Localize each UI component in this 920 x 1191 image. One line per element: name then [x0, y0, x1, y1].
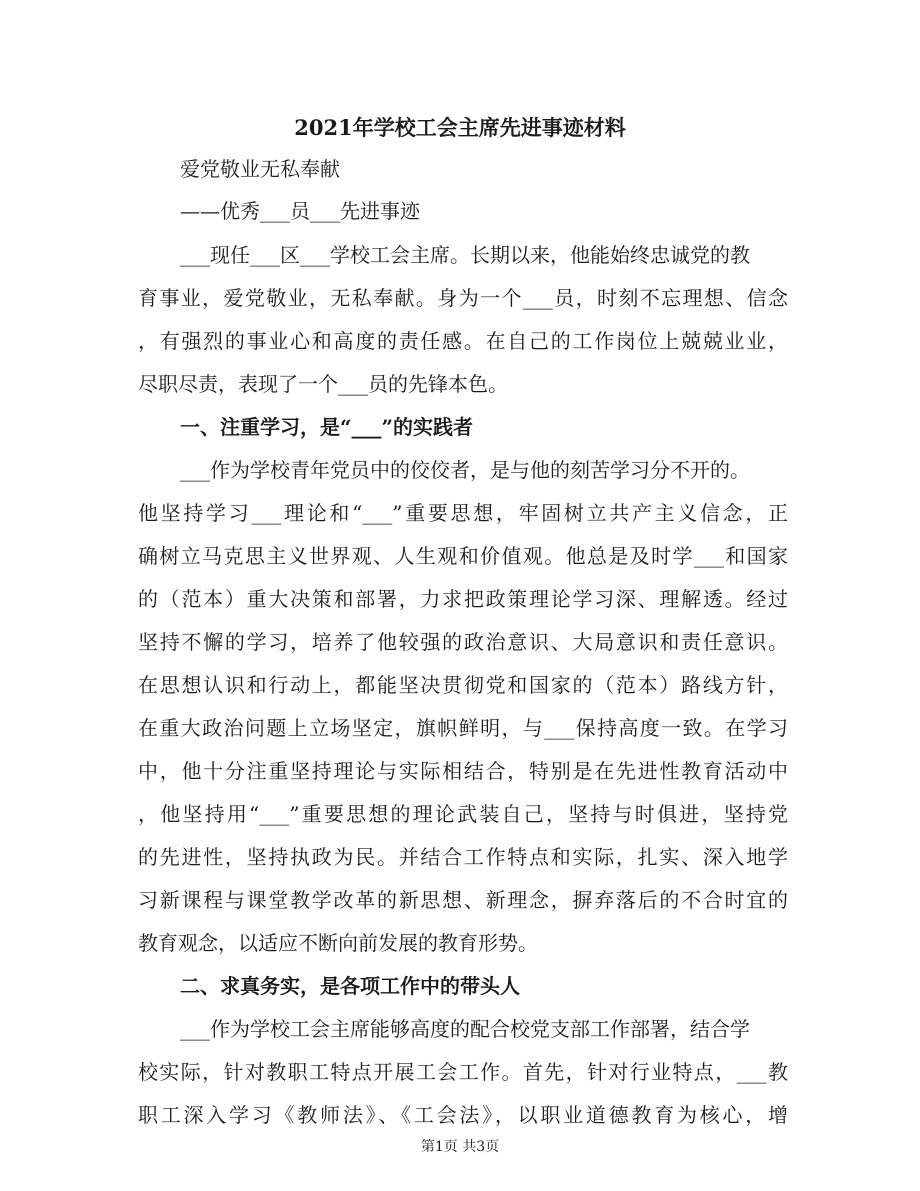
- document-subtitle: 爱党敬业无私奉献: [180, 157, 340, 181]
- paragraph-line: ___作为学校工会主席能够高度的配合校党支部工作部署，结合学: [180, 1017, 750, 1041]
- section-heading: 一、注重学习，是“___”的实践者: [180, 415, 474, 439]
- paragraph-line: 教育观念，以适应不断向前发展的教育形势。: [138, 931, 538, 955]
- page-number: 第1页 共3页: [420, 1139, 500, 1155]
- paragraph-line: ，他坚持用“___”重要思想的理论武装自己，坚持与时俱进，坚持党: [138, 802, 788, 826]
- paragraph-line: 习新课程与课堂教学改革的新思想、新理念，摒弃落后的不合时宜的: [138, 888, 788, 912]
- paragraph-line: 的（范本）重大决策和部署，力求把政策理论学习深、理解透。经过: [138, 587, 788, 611]
- paragraph-line: ___现任___区___学校工会主席。长期以来，他能始终忠诚党的教: [180, 243, 750, 267]
- paragraph-line: 在重大政治问题上立场坚定，旗帜鲜明，与___保持高度一致。在学习: [138, 716, 788, 740]
- paragraph-line: 坚持不懈的学习，培养了他较强的政治意识、大局意识和责任意识。: [138, 630, 788, 654]
- paragraph-line: 尽职尽责，表现了一个___员的先锋本色。: [138, 372, 508, 396]
- paragraph-line: 中，他十分注重坚持理论与实际相结合，特别是在先进性教育活动中: [138, 759, 788, 783]
- paragraph-line: ，有强烈的事业心和高度的责任感。在自己的工作岗位上兢兢业业，: [138, 329, 788, 353]
- paragraph-line: ___作为学校青年党员中的佼佼者，是与他的刻苦学习分不开的。: [180, 458, 750, 482]
- paragraph-line: 职工深入学习《教师法》、《工会法》，以职业道德教育为核心，增: [138, 1103, 788, 1127]
- section-heading: 二、求真务实，是各项工作中的带头人: [180, 974, 520, 998]
- paragraph-line: 他坚持学习___理论和“___”重要思想，牢固树立共产主义信念，正: [138, 501, 788, 525]
- paragraph-line: 的先进性，坚持执政为民。并结合工作特点和实际，扎实、深入地学: [138, 845, 788, 869]
- paragraph-line: 育事业，爱党敬业，无私奉献。身为一个___员，时刻不忘理想、信念: [138, 286, 788, 310]
- paragraph-line: 在思想认识和行动上，都能坚决贯彻党和国家的（范本）路线方针，: [138, 673, 788, 697]
- paragraph-line: 校实际，针对教职工特点开展工会工作。首先，针对行业特点，___教: [138, 1060, 788, 1084]
- document-title: 2021年学校工会主席先进事迹材料: [294, 115, 626, 140]
- paragraph-line: 确树立马克思主义世界观、人生观和价值观。他总是及时学___和国家: [138, 544, 788, 568]
- document-byline: ——优秀___员___先进事迹: [180, 199, 420, 223]
